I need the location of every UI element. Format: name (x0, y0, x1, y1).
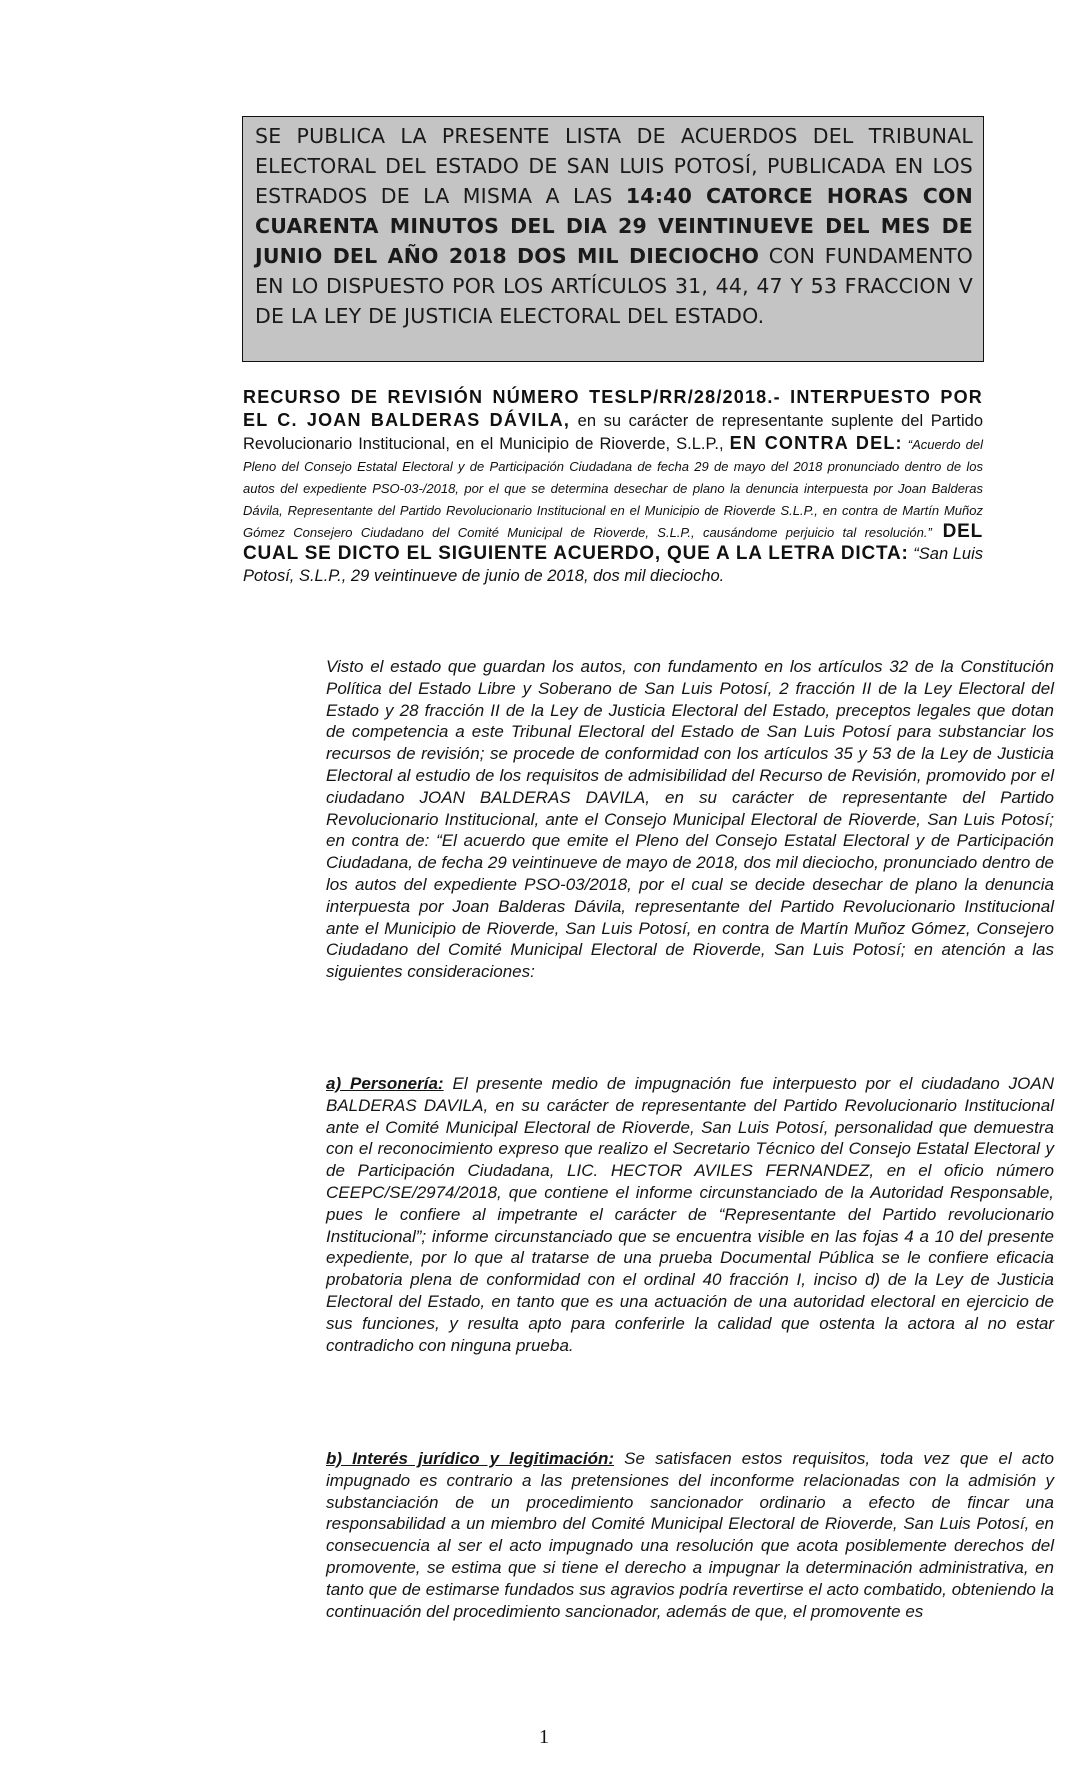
challenged-act-quote: “Acuerdo del Pleno del Consejo Estatal Electoral y de Participación Ciudadana de fecha 29 de mayo del 2018 pronunciado dentro de los autos del expediente PSO-03-/2018, por el que se determina desechar de plano la denuncia interpuesta por Joan Balderas Dávila, Representante del Partido Revolucionario Institucional en el Municipio de Rioverde S.L.P., en contra de Martín Muñoz Gómez Consejero Ciudadano del Comité Municipal de Rioverde, S.L.P., causándome perjuicio tal resolución.” (243, 437, 983, 540)
paragraph-interes-juridico (256, 1448, 1054, 1622)
paragraph-visto: Visto el estado que guardan los autos, con fundamento en los artículos 32 de la Constitución Política del Estado Libre y Soberano de San Luis Potosí, 2 fracción II de la Ley Electoral del Estado y 28 fracción II de la Ley de Justicia Electoral del Estado, preceptos legales que dotan de competencia a este Tribunal Electoral del Estado de San Luis Potosí para substanciar los recursos de revisión; se procede de conformidad con los artículos 35 y 53 de la Ley de Justicia Electoral al estudio de los requisitos de admisibilidad del Recurso de Revisión, promovido por el ciudadano JOAN BALDERAS DAVILA, en su carácter de representante del Partido Revolucionario Institucional, ante el Consejo Municipal Electoral de Rioverde, San Luis Potosí; en contra de: “El acuerdo que emite el Pleno del Consejo Estatal Electoral y de Participación Ciudadana, de fecha 29 veintinueve de mayo de 2018, dos mil dieciocho, pronunciado dentro de los autos del expediente PSO-03/2018, por el cual se decide desechar de plano la denuncia interpuesta por Joan Balderas Dávila, representante del Partido Revolucionario Institucional ante el Municipio de Rioverde, San Luis Potosí, en contra de Martín Muñoz Gómez, Consejero Ciudadano del Comité Municipal Electoral de Rioverde, San Luis Potosí; en atención a las siguientes consideraciones: (326, 657, 1054, 982)
interes-label: b) Interés jurídico y legitimación: (326, 1449, 615, 1468)
against-label: EN CONTRA DEL: (729, 433, 903, 453)
paragraph-personeria (256, 1073, 1054, 1356)
notice-date-bold: 14:40 CATORCE HORAS CON CUARENTA MINUTOS DEL DIA 29 VEINTINUEVE DEL MES DE JUNIO DEL AÑO 2018 DOS MIL DIECIOCHO (255, 184, 973, 268)
personeria-text: El presente medio de impugnación fue interpuesto por el ciudadano JOAN BALDERAS DAVILA, en su carácter de representante del Partido Revolucionario Institucional ante el Comité Municipal Electoral de Rioverde, San Luis Potosí, personalidad que demuestra con el reconocimiento expreso que realizo el Secretario Técnico del Consejo Estatal Electoral y de Participación Ciudadana, LIC. HECTOR AVILES FERNANDEZ, en el oficio número CEEPC/SE/2974/2018, que contiene el informe circunstanciado de la Autoridad Responsable, pues le confiere al impetrante el carácter de “Representante del Partido revolucionario Institucional”; informe circunstanciado que se encuentra visible en las fojas 4 a 10 del presente expediente, por lo que al tratarse de una prueba Documental Pública se le confiere eficacia probatoria plena de conformidad con el ordinal 40 fracción I, inciso d) de la Ley de Justicia Electoral del Estado, en tanto que es una actuación de una autoridad electoral en ejercicio de sus funciones, y resulta apto para conferirle la calidad que ostenta la actora al no estar contradicho con ninguna prueba. (326, 1074, 1054, 1355)
publication-notice-box (242, 116, 984, 362)
notice-text-2: CON FUNDAMENTO EN LO DISPUESTO POR LOS ARTÍCULOS 31, 44, 47 Y 53 FRACCION V DE LA LEY DE JUSTICIA ELECTORAL DEL ESTADO. (255, 244, 973, 328)
case-representative: en su carácter de representante suplente del Partido Revolucionario Institucional, en el Municipio de Rioverde, S.L.P., (243, 412, 983, 453)
personeria-label: a) Personería: (326, 1074, 444, 1093)
agreement-date: “San Luis Potosí, S.L.P., 29 veintinueve de junio de 2018, dos mil dieciocho. (243, 545, 983, 585)
case-heading (243, 386, 983, 587)
case-number: RECURSO DE REVISIÓN NÚMERO TESLP/RR/28/2018.- INTERPUESTO POR EL C. JOAN BALDERAS DÁVILA, (243, 387, 983, 430)
interes-text: Se satisfacen estos requisitos, toda vez que el acto impugnado es contrario a las pretensiones del inconforme relacionadas con la admisión y substanciación de un procedimiento sancionador ordinario a efecto de fincar una responsabilidad a un miembro del Comité Municipal Electoral de Rioverde, San Luis Potosí, en consecuencia al ser el acto impugnado una resolución que acota posiblemente derechos del promovente, se estima que si tiene el derecho a impugnar la determinación administrativa, en tanto que de estimarse fundados sus agravios podría revertirse el acto combatido, obteniendo la continuación del procedimiento sancionador, además de que, el promovente es (326, 1449, 1054, 1621)
page-number: 1 (539, 1726, 549, 1748)
notice-text-1: SE PUBLICA LA PRESENTE LISTA DE ACUERDOS DEL TRIBUNAL ELECTORAL DEL ESTADO DE SAN LUIS POTOSÍ, PUBLICADA EN LOS ESTRADOS DE LA MISMA A LAS (255, 124, 973, 208)
agreement-label: DEL CUAL SE DICTO EL SIGUIENTE ACUERDO, QUE A LA LETRA DICTA: (243, 521, 984, 564)
